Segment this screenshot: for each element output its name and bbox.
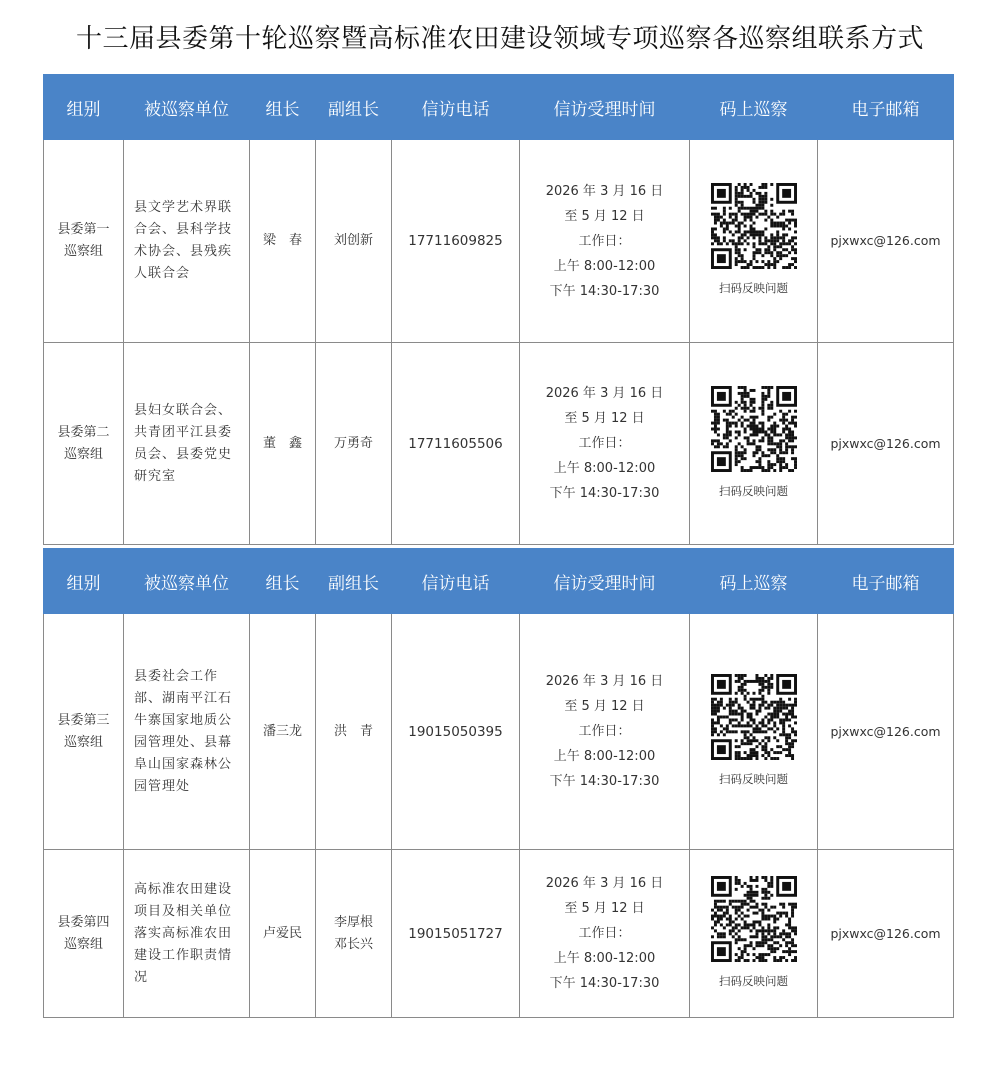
header-group: 组别	[44, 549, 124, 614]
email-cell: pjxwxc@126.com	[818, 343, 954, 545]
group-cell	[44, 343, 124, 545]
header-phone: 信访电话	[392, 75, 520, 140]
deputy-cell: 李厚根 邓长兴	[316, 850, 392, 1018]
qr-cell	[690, 140, 818, 343]
inspected-unit-cell: 高标准农田建设项目及相关单位落实高标准农田建设工作职责情况	[124, 850, 250, 1018]
table-row	[44, 614, 954, 850]
time-line: 2026 年 3 月 16 日	[545, 876, 664, 891]
qr-label: 扫码反映问题	[719, 483, 788, 498]
time-cell	[520, 614, 690, 850]
group-cell	[44, 614, 124, 850]
header-unit: 被巡察单位	[124, 75, 250, 140]
time-line: 工作日：	[578, 926, 631, 941]
leader-cell: 梁 春	[250, 140, 316, 343]
header-qr: 码上巡察	[690, 549, 818, 614]
header-qr: 码上巡察	[690, 75, 818, 140]
time-line: 工作日：	[578, 436, 631, 451]
time-line: 至 5 月 12 日	[564, 411, 645, 426]
group-cell	[44, 850, 124, 1018]
header-time: 信访受理时间	[520, 75, 690, 140]
header-deputy: 副组长	[316, 549, 392, 614]
header-phone: 信访电话	[392, 549, 520, 614]
table-row	[44, 140, 954, 343]
time-line: 至 5 月 12 日	[564, 901, 645, 916]
phone-cell: 17711605506	[392, 343, 520, 545]
phone-cell: 19015050395	[392, 614, 520, 850]
deputy-cell: 刘创新	[316, 140, 392, 343]
qr-label: 扫码反映问题	[719, 973, 788, 988]
group-name-line1: 县委第一	[57, 222, 110, 237]
deputy-cell: 万勇奇	[316, 343, 392, 545]
group-name-line2: 巡察组	[63, 734, 103, 750]
table-row	[44, 343, 954, 545]
group-name-line1: 县委第三	[57, 712, 110, 728]
time-cell	[520, 850, 690, 1018]
contact-table-2	[43, 548, 954, 1018]
header-time: 信访受理时间	[520, 549, 690, 614]
time-line: 上午 8:00-12:00	[553, 258, 656, 274]
group-name-line2: 巡察组	[63, 244, 103, 259]
qr-cell	[690, 343, 818, 545]
header-group: 组别	[44, 75, 124, 140]
group-name-line2: 巡察组	[63, 936, 103, 952]
header-email: 电子邮箱	[818, 549, 954, 614]
table-header-row	[44, 75, 954, 140]
time-line: 至 5 月 12 日	[564, 699, 645, 714]
email-cell: pjxwxc@126.com	[818, 614, 954, 850]
time-line: 2026 年 3 月 16 日	[545, 183, 664, 199]
qr-code-icon[interactable]	[711, 876, 797, 962]
time-line: 2026 年 3 月 16 日	[545, 674, 664, 689]
group-name-line2: 巡察组	[63, 446, 103, 462]
time-cell	[520, 343, 690, 545]
qr-label: 扫码反映问题	[719, 771, 788, 786]
email-cell: pjxwxc@126.com	[818, 850, 954, 1018]
leader-cell: 卢爱民	[250, 850, 316, 1018]
table-row	[44, 850, 954, 1018]
time-line: 2026 年 3 月 16 日	[545, 386, 664, 401]
inspected-unit-cell: 县妇女联合会、共青团平江县委员会、县委党史研究室	[124, 343, 250, 545]
email-cell: pjxwxc@126.com	[818, 140, 954, 343]
phone-cell: 19015051727	[392, 850, 520, 1018]
time-line: 下午 14:30-17:30	[549, 486, 660, 501]
group-cell	[44, 140, 124, 343]
header-deputy: 副组长	[316, 75, 392, 140]
qr-code-icon[interactable]	[711, 674, 797, 760]
qr-code-icon[interactable]	[711, 386, 797, 472]
page-title: 十三届县委第十轮巡察暨高标准农田建设领域专项巡察各巡察组联系方式	[75, 24, 924, 54]
phone-cell: 17711609825	[392, 140, 520, 343]
time-line: 上午 8:00-12:00	[553, 951, 656, 966]
time-line: 至 5 月 12 日	[564, 208, 645, 224]
leader-cell: 董 鑫	[250, 343, 316, 545]
time-line: 工作日：	[578, 233, 631, 249]
time-line: 工作日：	[578, 724, 631, 739]
leader-cell: 潘三龙	[250, 614, 316, 850]
time-line: 上午 8:00-12:00	[553, 461, 656, 476]
qr-label: 扫码反映问题	[719, 281, 788, 295]
inspected-unit-cell: 县文学艺术界联合会、县科学技术协会、县残疾人联合会	[124, 140, 250, 343]
time-line: 上午 8:00-12:00	[553, 749, 656, 764]
contact-table-1	[43, 74, 954, 545]
qr-cell	[690, 850, 818, 1018]
time-line: 下午 14:30-17:30	[549, 774, 660, 789]
header-email: 电子邮箱	[818, 75, 954, 140]
group-name-line1: 县委第四	[57, 914, 110, 930]
time-line: 下午 14:30-17:30	[549, 976, 660, 991]
qr-code-icon[interactable]	[711, 183, 797, 269]
inspected-unit-cell: 县委社会工作部、湖南平江石牛寨国家地质公园管理处、县幕阜山国家森林公园管理处	[124, 614, 250, 850]
group-name-line1: 县委第二	[57, 424, 110, 440]
table-header-row	[44, 549, 954, 614]
qr-cell	[690, 614, 818, 850]
deputy-cell: 洪 青	[316, 614, 392, 850]
header-leader: 组长	[250, 75, 316, 140]
header-leader: 组长	[250, 549, 316, 614]
time-line: 下午 14:30-17:30	[549, 283, 660, 299]
time-cell	[520, 140, 690, 343]
header-unit: 被巡察单位	[124, 549, 250, 614]
